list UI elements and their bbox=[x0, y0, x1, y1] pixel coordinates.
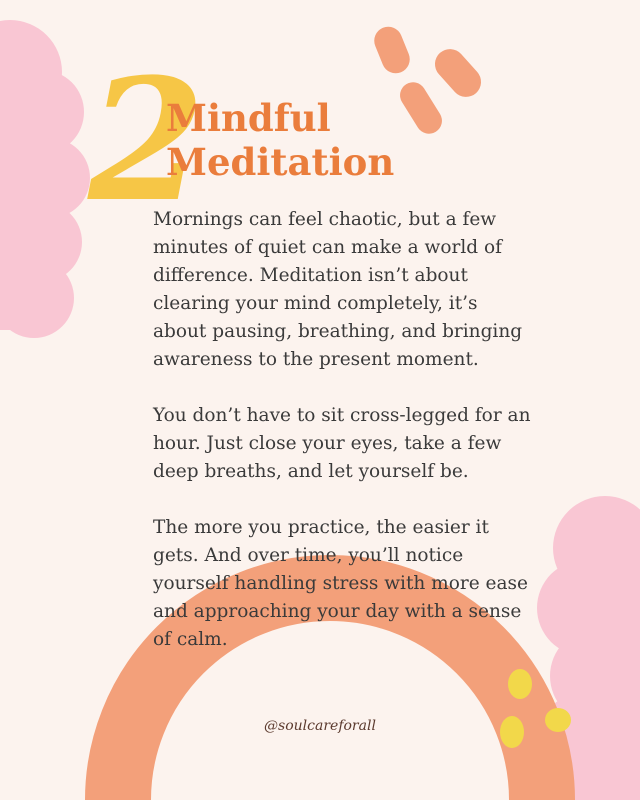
title-line-1: Mindful bbox=[166, 96, 331, 140]
page-title bbox=[166, 96, 394, 184]
pink-blob-left bbox=[0, 20, 90, 338]
body-text bbox=[153, 206, 533, 682]
paragraph-3: The more you practice, the easier it gets. And over time, you’ll notice yourself handling stress with more ease and approaching your day with a sense of calm. bbox=[153, 517, 528, 650]
paragraph-2: You don’t have to sit cross-legged for an hour. Just close your eyes, take a few deep breaths, and let yourself be. bbox=[153, 405, 531, 482]
title-line-2: Meditation bbox=[166, 140, 395, 184]
social-handle: @soulcareforall bbox=[264, 718, 376, 734]
step-number: 2 bbox=[88, 41, 205, 239]
paragraph-1: Mornings can feel chaotic, but a few minutes of quiet can make a world of difference. Meditation isn’t about clearing your mind completely, it’s about pausing, breathing, and bringing awareness to the present moment. bbox=[153, 209, 523, 370]
